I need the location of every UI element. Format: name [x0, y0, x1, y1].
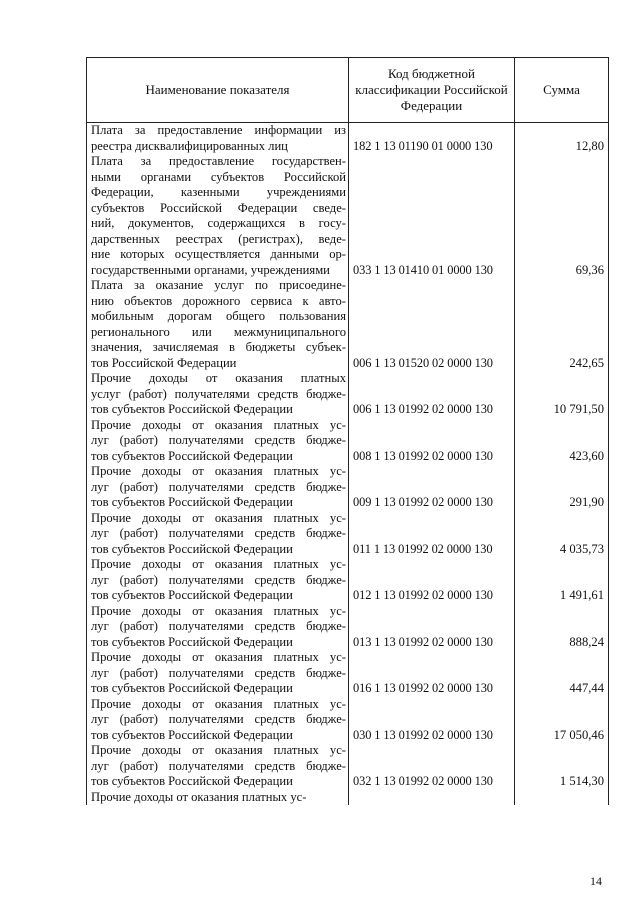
amount-cell: 10 791,50 [515, 371, 609, 418]
amount-cell: 888,24 [515, 604, 609, 651]
indicator-name-line: луг (работ) получателями средств бюдже- [91, 572, 346, 587]
indicator-name-cell [87, 418, 349, 465]
indicator-name-cell [87, 154, 349, 278]
indicator-name-line: субъектов Российской Федерации сведе- [91, 200, 346, 215]
amount-cell [515, 790, 609, 806]
budget-code-cell: 032 1 13 01992 02 0000 130 [349, 743, 515, 790]
indicator-name-line: ний, документов, содержащихся в госу- [91, 216, 346, 230]
indicator-name-line: Плата за предоставление информации из [91, 123, 346, 137]
document-page [86, 57, 608, 805]
indicator-name-line: государственными органами, учреждениями [91, 262, 330, 277]
table-row [87, 278, 609, 371]
indicator-name-cell [87, 464, 349, 511]
table-row [87, 790, 609, 806]
budget-code-cell: 013 1 13 01992 02 0000 130 [349, 604, 515, 651]
amount-cell: 12,80 [515, 123, 609, 155]
indicator-name-line: тов субъектов Российской Федерации [91, 448, 293, 463]
indicator-name-line: луг (работ) получателями средств бюдже- [91, 758, 346, 773]
indicator-name-line: мобильным дорогам общего пользования [91, 309, 346, 323]
indicator-name-line: луг (работ) получателями средств бюдже- [91, 665, 346, 680]
table-row [87, 697, 609, 744]
budget-code-cell: 006 1 13 01992 02 0000 130 [349, 371, 515, 418]
indicator-name-cell [87, 557, 349, 604]
budget-code-cell: 012 1 13 01992 02 0000 130 [349, 557, 515, 604]
indicator-name-line: регионального или межмуниципального [91, 324, 346, 339]
indicator-name-line: Прочие доходы от оказания платных ус- [91, 417, 346, 432]
indicator-name-line: Плата за предоставление государствен- [91, 154, 346, 168]
table-row [87, 464, 609, 511]
indicator-name-line: Федерации, казенными учреждениями [91, 185, 346, 199]
amount-cell: 69,36 [515, 154, 609, 278]
indicator-name-line: Прочие доходы от оказания платных ус- [91, 557, 346, 571]
amount-cell: 1 491,61 [515, 557, 609, 604]
indicator-name-line: Прочие доходы от оказания платных ус- [91, 650, 346, 664]
indicator-name-line: Прочие доходы от оказания платных ус- [91, 464, 346, 478]
indicator-name-line: Прочие доходы от оказания платных ус- [91, 789, 307, 804]
budget-code-cell [349, 790, 515, 806]
table-row [87, 604, 609, 651]
table-row [87, 371, 609, 418]
budget-code-cell: 033 1 13 01410 01 0000 130 [349, 154, 515, 278]
indicator-name-line: реестра дисквалифицированных лиц [91, 138, 288, 153]
table-row [87, 418, 609, 465]
indicator-name-line: Прочие доходы от оказания платных ус- [91, 510, 346, 525]
indicator-name-line: тов субъектов Российской Федерации [91, 588, 293, 602]
indicator-name-line: Прочие доходы от оказания платных [91, 371, 346, 385]
budget-code-cell: 016 1 13 01992 02 0000 130 [349, 650, 515, 697]
indicator-name-cell [87, 604, 349, 651]
indicator-name-line: тов субъектов Российской Федерации [91, 634, 293, 649]
indicator-name-line: тов субъектов Российской Федерации [91, 541, 293, 556]
indicator-name-line: луг (работ) получателями средств бюдже- [91, 619, 346, 633]
indicator-name-line: тов субъектов Российской Федерации [91, 727, 293, 742]
amount-cell: 242,65 [515, 278, 609, 371]
indicator-name-line: луг (работ) получателями средств бюдже- [91, 526, 346, 540]
indicator-name-line: дарственных реестрах (регистрах), веде- [91, 231, 346, 246]
indicator-name-line: ными органами субъектов Российской [91, 169, 346, 184]
indicator-name-line: тов субъектов Российской Федерации [91, 495, 293, 509]
indicator-name-line: значения, зачисляемая в бюджеты субъек- [91, 340, 346, 354]
indicator-name-line: тов Российской Федерации [91, 355, 237, 370]
indicator-name-line: тов субъектов Российской Федерации [91, 774, 293, 788]
revenue-table [86, 57, 609, 805]
indicator-name-line: ние которых осуществляется данными ор- [91, 247, 346, 261]
indicator-name-cell [87, 650, 349, 697]
budget-code-cell: 030 1 13 01992 02 0000 130 [349, 697, 515, 744]
table-row [87, 743, 609, 790]
indicator-name-line: нию объектов дорожного сервиса к авто- [91, 293, 346, 308]
budget-code-cell: 011 1 13 01992 02 0000 130 [349, 511, 515, 558]
amount-cell: 291,90 [515, 464, 609, 511]
table-row [87, 511, 609, 558]
amount-cell: 4 035,73 [515, 511, 609, 558]
budget-code-cell: 008 1 13 01992 02 0000 130 [349, 418, 515, 465]
indicator-name-line: тов субъектов Российской Федерации [91, 402, 293, 416]
budget-code-cell: 182 1 13 01190 01 0000 130 [349, 123, 515, 155]
table-row [87, 650, 609, 697]
amount-cell: 17 050,46 [515, 697, 609, 744]
indicator-name-cell [87, 123, 349, 155]
table-row [87, 557, 609, 604]
table-body [87, 123, 609, 806]
indicator-name-cell [87, 743, 349, 790]
indicator-name-line: Прочие доходы от оказания платных ус- [91, 603, 346, 618]
amount-cell: 447,44 [515, 650, 609, 697]
indicator-name-cell [87, 278, 349, 371]
indicator-name-cell [87, 697, 349, 744]
amount-cell: 1 514,30 [515, 743, 609, 790]
header-name: Наименование показателя [87, 58, 349, 123]
table-row [87, 154, 609, 278]
budget-code-cell: 009 1 13 01992 02 0000 130 [349, 464, 515, 511]
indicator-name-cell [87, 790, 349, 806]
indicator-name-line: Прочие доходы от оказания платных ус- [91, 743, 346, 757]
indicator-name-cell [87, 371, 349, 418]
indicator-name-line: луг (работ) получателями средств бюдже- [91, 479, 346, 494]
indicator-name-line: Плата за оказание услуг по присоедине- [91, 278, 346, 292]
budget-code-cell: 006 1 13 01520 02 0000 130 [349, 278, 515, 371]
page-number: 14 [590, 874, 602, 888]
indicator-name-line: луг (работ) получателями средств бюдже- [91, 433, 346, 447]
header-code: Код бюджетной классификации Российской Федерации [349, 58, 515, 123]
indicator-name-line: Прочие доходы от оказания платных ус- [91, 696, 346, 711]
indicator-name-line: услуг (работ) получателями средств бюдже- [91, 386, 346, 401]
indicator-name-line: тов субъектов Российской Федерации [91, 681, 293, 695]
indicator-name-line: луг (работ) получателями средств бюдже- [91, 712, 346, 726]
table-header-row [87, 58, 609, 123]
amount-cell: 423,60 [515, 418, 609, 465]
table-row [87, 123, 609, 155]
header-sum: Сумма [515, 58, 609, 123]
indicator-name-cell [87, 511, 349, 558]
